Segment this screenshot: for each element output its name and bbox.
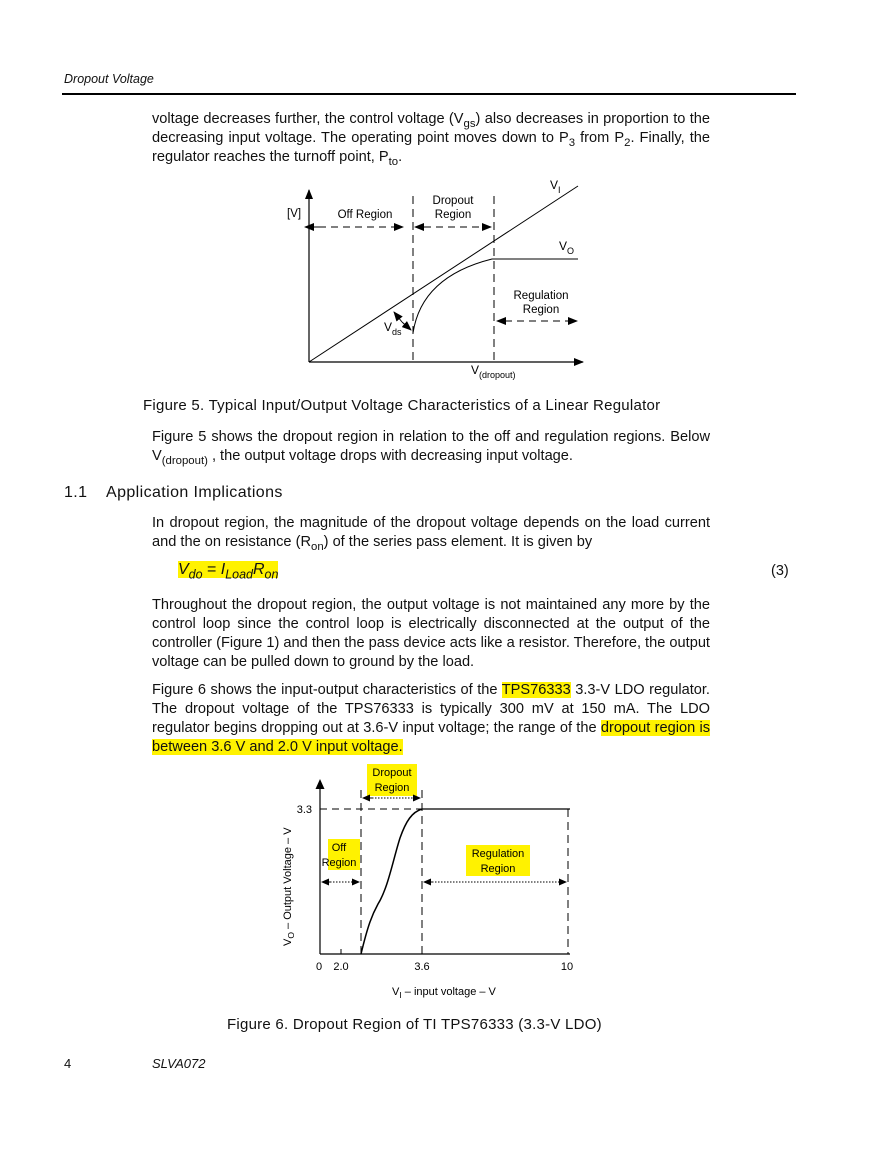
equation-number: (3) (771, 563, 789, 579)
figure-6-paragraph: Figure 6 shows the input-output characteristics of the TPS76333 3.3-V LDO regulator. The dropout voltage of the TPS76333 is typically 300 mV at 150 mA. The LDO regulator begins dropping out at 3.6-V input voltage; the range of the dropout region is between 3.6 V and 2.0 V input voltage. (152, 682, 710, 755)
fig5-regulation-label-2: Region (522, 304, 560, 316)
fig5-vds-label: $V_{ds}$ (384, 320, 402, 337)
figure-5-caption: Figure 5. Typical Input/Output Voltage Characteristics of a Linear Regulator (143, 397, 661, 414)
fig6-off-label-1: Off (331, 842, 347, 854)
fig6-dropout-label-2: Region (374, 782, 410, 794)
fig6-y-axis-label: $V_O$ – Output Voltage – V (282, 827, 296, 946)
fig5-vo-label: $V_O$ (559, 239, 575, 256)
highlight-dropout-range: dropout region is between 3.6 V and 2.0 V input voltage. (152, 720, 710, 755)
fig6-ytick-3.3: 3.3 (296, 804, 312, 816)
application-paragraph: In dropout region, the magnitude of the dropout voltage depends on the load current and the on resistance $(R_{on})$ of the series pass element. It is given by (152, 515, 710, 553)
fig6-regulation-label-1: Regulation (471, 848, 525, 860)
intro-paragraph: voltage decreases further, the control voltage $(V_{gs})$ also decreases in proportion to the decreasing input voltage. The operating point moves down to $P_3$ from $P_2$. Finally, the regulator reaches the turnoff point, $P_{to}$. (152, 111, 711, 168)
throughout-paragraph: Throughout the dropout region, the output voltage is not maintained any more by the control loop since the control loop is electrically disconnected at the output of the controller (Figure 1) and then the pass device acts like a resistor. Therefore, the output voltage can be pulled down to ground by the load. (152, 597, 710, 670)
fig6-off-label-2: Region (321, 857, 357, 869)
fig6-xtick-2.0: 2.0 (333, 961, 349, 973)
fig5-vdropout-label: $V_{(dropout)}$ (471, 363, 516, 380)
section-heading: 1.1 Application Implications (64, 484, 283, 501)
fig6-xtick-10: 10 (560, 961, 574, 973)
fig5-off-region-label: Off Region (337, 209, 393, 221)
fig5-dropout-label-2: Region (434, 209, 472, 221)
highlight-tps76333: TPS76333 (501, 682, 571, 698)
equation-3: $V_{do} = I_{Load}R_{on}$ (178, 561, 279, 582)
figure-5-paragraph: Figure 5 shows the dropout region in relation to the off and regulation regions. Below $V_{(dropout)}$ , the output voltage drops with decreasing input voltage. (152, 429, 710, 467)
figure-6-caption: Figure 6. Dropout Region of TI TPS76333 (3.3-V LDO) (227, 1016, 602, 1033)
fig6-dropout-curve (361, 809, 422, 954)
fig6-xtick-0: 0 (315, 961, 323, 973)
fig5-regulation-label-1: Regulation (513, 290, 569, 302)
page-number: 4 (64, 1056, 72, 1071)
fig6-dropout-label-1: Dropout (372, 767, 412, 779)
fig5-unit-label: [V] (287, 208, 302, 220)
document-id: SLVA072 (152, 1056, 206, 1071)
running-header: Dropout Voltage (64, 72, 154, 86)
fig6-regulation-label-2: Region (480, 863, 516, 875)
fig6-x-axis-label: $V_I$ – input voltage – V (392, 986, 496, 1000)
fig5-vi-label: $V_I$ (550, 178, 561, 195)
fig6-xtick-3.6: 3.6 (414, 961, 430, 973)
fig5-dropout-label-1: Dropout (432, 195, 474, 207)
